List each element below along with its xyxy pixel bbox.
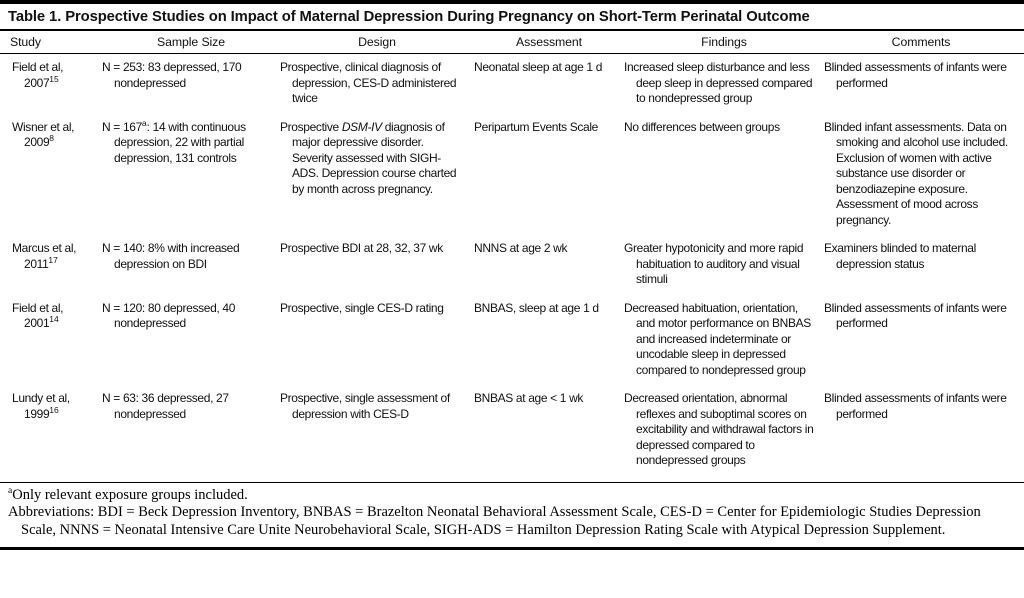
superscript: 14 <box>49 314 59 324</box>
table-row <box>6 117 1018 229</box>
footnote-a-text: Only relevant exposure groups included. <box>12 486 248 503</box>
cell-text: Decreased orientation, abnormal reflexes and suboptimal scores on excitability and withdrawal factors in depressed compared to nondepressed groups <box>624 391 814 467</box>
superscript: 16 <box>49 404 59 415</box>
cell-text: BNBAS at age < 1 wk <box>474 391 584 405</box>
cell-findings <box>624 241 824 288</box>
cell-sample-size <box>102 117 280 167</box>
table-row <box>6 60 1018 107</box>
table-title: Table 1. Prospective Studies on Impact of Maternal Depression During Pregnancy on Short-Term Perinatal Outcome <box>8 9 810 25</box>
footnote-a <box>8 487 1016 505</box>
cell-text: BNBAS, sleep at age 1 d <box>474 300 599 315</box>
cell-findings <box>624 301 824 379</box>
cell-design <box>280 301 474 317</box>
superscript: 17 <box>48 254 58 265</box>
cell-text: Field et al, 2001 <box>12 300 64 330</box>
cell-text: Prospective, single CES-D rating <box>280 300 444 315</box>
cell-text: NNNS at age 2 wk <box>474 241 568 255</box>
cell-findings <box>624 391 824 469</box>
superscript: 8 <box>49 133 55 143</box>
cell-comments <box>824 241 1018 272</box>
cell-study <box>6 301 102 332</box>
cell-text: Prospective <box>280 119 342 134</box>
column-header-study: Study <box>10 35 41 49</box>
cell-assessment <box>474 60 624 76</box>
cell-design <box>280 120 474 198</box>
cell-text: Examiners blinded to maternal depression status <box>824 241 976 271</box>
cell-sample-size <box>102 301 280 332</box>
cell-text: Decreased habituation, orientation, and motor performance on BNBAS and increased indeterminate or uncodable sleep in depressed compared to nondepressed group <box>624 300 811 377</box>
cell-text: Prospective BDI at 28, 32, 37 wk <box>280 241 443 255</box>
cell-text: diagnosis of major depressive disorder. Severity assessed with SIGH-ADS. Depression course charted by month across pregnancy. <box>292 119 457 196</box>
cell-findings <box>624 120 824 136</box>
cell-study <box>6 241 102 272</box>
cell-design <box>280 60 474 107</box>
cell-text: Blinded assessments of infants were performed <box>824 300 1007 330</box>
cell-comments <box>824 301 1018 332</box>
footnote-abbreviations: Abbreviations: BDI = Beck Depression Inventory, BNBAS = Brazelton Neonatal Behavioral Assessment Scale, CES-D = Center for Epidemiologic Studies Depression Scale, NNNS = Neonatal Intensive Care Unite Neurobehavioral Scale, SIGH-ADS = Hamilton Depression Rating Scale with Atypical Depression Supplement. <box>8 504 981 538</box>
cell-text: N = 140: 8% with increased depression on BDI <box>102 241 240 271</box>
cell-text: Blinded assessments of infants were performed <box>824 391 1007 421</box>
footnote-a-mark: a <box>8 485 13 496</box>
cell-text: Increased sleep disturbance and less deep sleep in depressed compared to nondepressed group <box>624 60 813 105</box>
cell-text: Lundy et al, 1999 <box>12 391 70 421</box>
cell-assessment <box>474 391 624 407</box>
cell-text: N = 253: 83 depressed, 170 nondepressed <box>102 60 242 90</box>
cell-text: Neonatal sleep at age 1 d <box>474 60 603 74</box>
cell-text: N = 63: 36 depressed, 27 nondepressed <box>102 391 229 421</box>
superscript: a <box>141 117 147 128</box>
column-header-comments: Comments <box>891 35 951 49</box>
cell-assessment <box>474 120 624 136</box>
table-body <box>6 54 1018 469</box>
column-header-sample-size: Sample Size <box>157 35 225 49</box>
cell-sample-size <box>102 241 280 272</box>
italic-text: DSM-IV <box>341 119 382 134</box>
cell-study <box>6 391 102 422</box>
cell-study <box>6 120 102 151</box>
cell-text: Peripartum Events Scale <box>474 119 599 134</box>
cell-text: Field et al, 2007 <box>12 60 64 90</box>
cell-text: Greater hypotonicity and more rapid habituation to auditory and visual stimuli <box>624 241 804 286</box>
cell-text: : 14 with continuous depression, 22 with partial depression, 131 controls <box>114 119 246 165</box>
cell-text: Prospective, clinical diagnosis of depression, CES-D administered twice <box>280 60 457 105</box>
cell-study <box>6 60 102 91</box>
cell-comments <box>824 391 1018 422</box>
column-header-design: Design <box>358 35 396 49</box>
table-row <box>6 391 1018 469</box>
table-row <box>6 301 1018 379</box>
bottom-rule <box>0 547 1024 550</box>
cell-sample-size <box>102 60 280 91</box>
cell-text: No differences between groups <box>624 119 780 134</box>
cell-assessment <box>474 241 624 257</box>
cell-text: Marcus et al, 2011 <box>12 241 77 271</box>
footnotes <box>6 483 1018 546</box>
cell-text: Blinded assessments of infants were performed <box>824 60 1007 90</box>
cell-text: N = 167 <box>102 119 142 134</box>
table-row <box>6 241 1018 288</box>
cell-comments <box>824 120 1018 229</box>
cell-text: Prospective, single assessment of depression with CES-D <box>280 391 450 421</box>
cell-design <box>280 391 474 422</box>
table-header-row <box>6 31 1018 53</box>
superscript: 15 <box>49 73 59 84</box>
cell-comments <box>824 60 1018 91</box>
column-header-assessment: Assessment <box>516 35 582 49</box>
cell-findings <box>624 60 824 107</box>
cell-text: N = 120: 80 depressed, 40 nondepressed <box>102 300 236 330</box>
cell-design <box>280 241 474 257</box>
cell-assessment <box>474 301 624 317</box>
column-header-findings: Findings <box>701 35 747 49</box>
cell-sample-size <box>102 391 280 422</box>
cell-text: Wisner et al, 2009 <box>12 119 75 149</box>
cell-text: Blinded infant assessments. Data on smoking and alcohol use included. Exclusion of women with active substance use disorder or benzodiazepine exposure. Assessment of mood across pregnancy. <box>824 119 1008 227</box>
